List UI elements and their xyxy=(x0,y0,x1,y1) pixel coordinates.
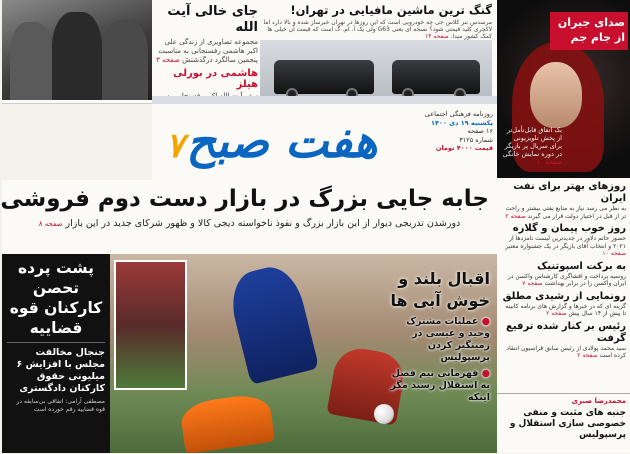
divider xyxy=(7,342,105,343)
right-story-title: به برکت اسپوتنیک xyxy=(537,260,626,272)
cars-body: مرسدس بنز کلاس جی چه خودرویی است که این روزها در تهران خبرساز شده و بالا دارد اما لاکچری کلید قیمتی شود؟ نسخه ای یعنی G63 ولی یک آ. ام. گ است که قیمت آن خیلی ها کمک کشور میدا. صفحه ۱۴ xyxy=(263,19,492,40)
bullet-icon: ● xyxy=(481,368,490,379)
judiciary-sub: جنجال مخالفت مجلس با افزایش ۶ میلیونی حقوق کارکنان دادگستری xyxy=(16,347,105,394)
judiciary-title: پشت پرده تحصن کارکنان قوه قضاییه xyxy=(9,259,103,337)
right-story-title: رونمایی از رشیدی مطلق xyxy=(502,290,626,302)
car-g-class xyxy=(392,60,480,94)
issue-type: روزنامه فرهنگی اجتماعی xyxy=(424,110,493,118)
issue-pages: ۱۶ صفحه xyxy=(467,127,493,135)
politicians-body: مجموعه تصاویری از زندگی علی اکبر هاشمی رفسنجانی به مناسبت پنجمین سالگرد درگذشتش صفحه ۳ xyxy=(156,38,258,64)
cars-photo xyxy=(260,40,492,100)
right-story-body: روسیه پرداخت و افشاگری کارشناس واکسن در ایران واکسن را در برابر بهداشت صفحه ۷ xyxy=(507,272,626,287)
headline-area xyxy=(2,180,497,254)
main-headline[interactable]: جابه جایی بزرگ در بازار دست دوم فروشی xyxy=(0,186,489,212)
headline-ref: صفحه ۸ xyxy=(38,220,63,228)
right-story[interactable] xyxy=(501,181,626,220)
right-story-body: سید محمد پولادی از رئیس سابق قراسیون انتقاد کرده است صفحه ۲ xyxy=(506,344,626,359)
masthead-strip xyxy=(152,96,497,104)
cars-ref: صفحه ۱۴ xyxy=(425,33,449,40)
actress-face xyxy=(530,62,582,128)
issue-info xyxy=(405,110,493,153)
feature-title[interactable]: صدای جیران از جام جم xyxy=(550,12,628,50)
right-story-body: به نظر می رسد نیاز به منابع نفتی بیشتر و راحت تر از قبل در اختیار دولت قرار می گیرند صفحه ۲ xyxy=(505,205,626,220)
right-story-title: روزهای بهتر برای نفت ایران xyxy=(513,181,626,204)
politicians-sub-title: هاشمی در بورلی هیلز xyxy=(173,68,258,90)
politicians-photo xyxy=(2,0,152,100)
right-story[interactable] xyxy=(501,321,626,360)
football-bullet: ● قهرمانی نیم فصل به استقلال رسید مگر اینکه xyxy=(390,368,490,403)
football-story[interactable] xyxy=(382,268,494,448)
newspaper-logo[interactable]: هفت صبح xyxy=(186,114,378,168)
football-inset-photo xyxy=(114,260,187,390)
right-story-title: رئیس بر کنار شده ترفیع گرفت xyxy=(506,320,626,344)
right-bottom-column[interactable] xyxy=(497,393,630,453)
football-bullet: ● عملیات مشترک وحید و عیسی در زمینگیر کردن پرسپولیس xyxy=(406,316,490,363)
football-title: اقبال بلند و خوش آبی ها xyxy=(390,269,490,310)
bullet-icon: ● xyxy=(481,316,490,327)
judiciary-body: مصطفی آرامی: اتفاقی بی‌سابقه در قوه قضاییه رقم خورده است xyxy=(16,398,105,413)
feature-caption: بک اتفاق قابل‌تأمل‌تر از پخش تلویزیونی برای سریال پر بازیگر در دوره نمایش خانگی صفحه ۱۰ xyxy=(502,126,562,166)
politicians-title: جای خالی آیت الله xyxy=(167,4,258,35)
column-text: جنبه های مثبت و منفی خصوصی سازی استقلال و پرسپولیس xyxy=(509,408,626,440)
column-author: محمدرضا صبری xyxy=(571,397,626,405)
right-story-title: روز خوب پیمان و گلاره xyxy=(512,223,626,234)
right-stories xyxy=(497,178,630,393)
right-story[interactable] xyxy=(501,291,626,318)
right-story-body: گزینه ای که در خبرها و گزارش های برنامه کابینه تا پیش از ۱۴ سال پیش صفحه ۲ xyxy=(505,302,626,317)
politicians-story[interactable] xyxy=(154,4,258,96)
headline-lead: دورشدن تدریجی دیوار از این بازار بزرگ و نفوذ ناخواسته دیجی کالا و ظهور شرکای جدید در این بازار صفحه ۸ xyxy=(38,218,461,229)
issue-number: شماره ۳۱۲۵ xyxy=(459,135,493,144)
masthead xyxy=(152,104,497,180)
right-story[interactable] xyxy=(501,223,626,258)
issue-price: قیمت ۴۰۰۰ تومان xyxy=(435,144,493,152)
issue-date: یکشنبه ۱۹ دی ۱۴۰۰ xyxy=(431,118,493,127)
right-story[interactable] xyxy=(501,261,626,288)
judiciary-column[interactable] xyxy=(2,254,110,453)
politicians-ref: صفحه ۳ xyxy=(156,56,180,64)
right-story-body: حضور حاتم دلاور در جدیدترین لیست نامزدها از ۲۰۲۱ و انتخاب آقای بازیگر در یک جشنواره معتبر صفحه ۱۰ xyxy=(505,235,626,257)
car-mercedes xyxy=(274,60,374,94)
cars-story[interactable] xyxy=(260,4,492,40)
cars-title: گنگ ترین ماشین مافیایی در تهران! xyxy=(290,3,492,17)
logo-number: ۷ xyxy=(166,126,185,166)
